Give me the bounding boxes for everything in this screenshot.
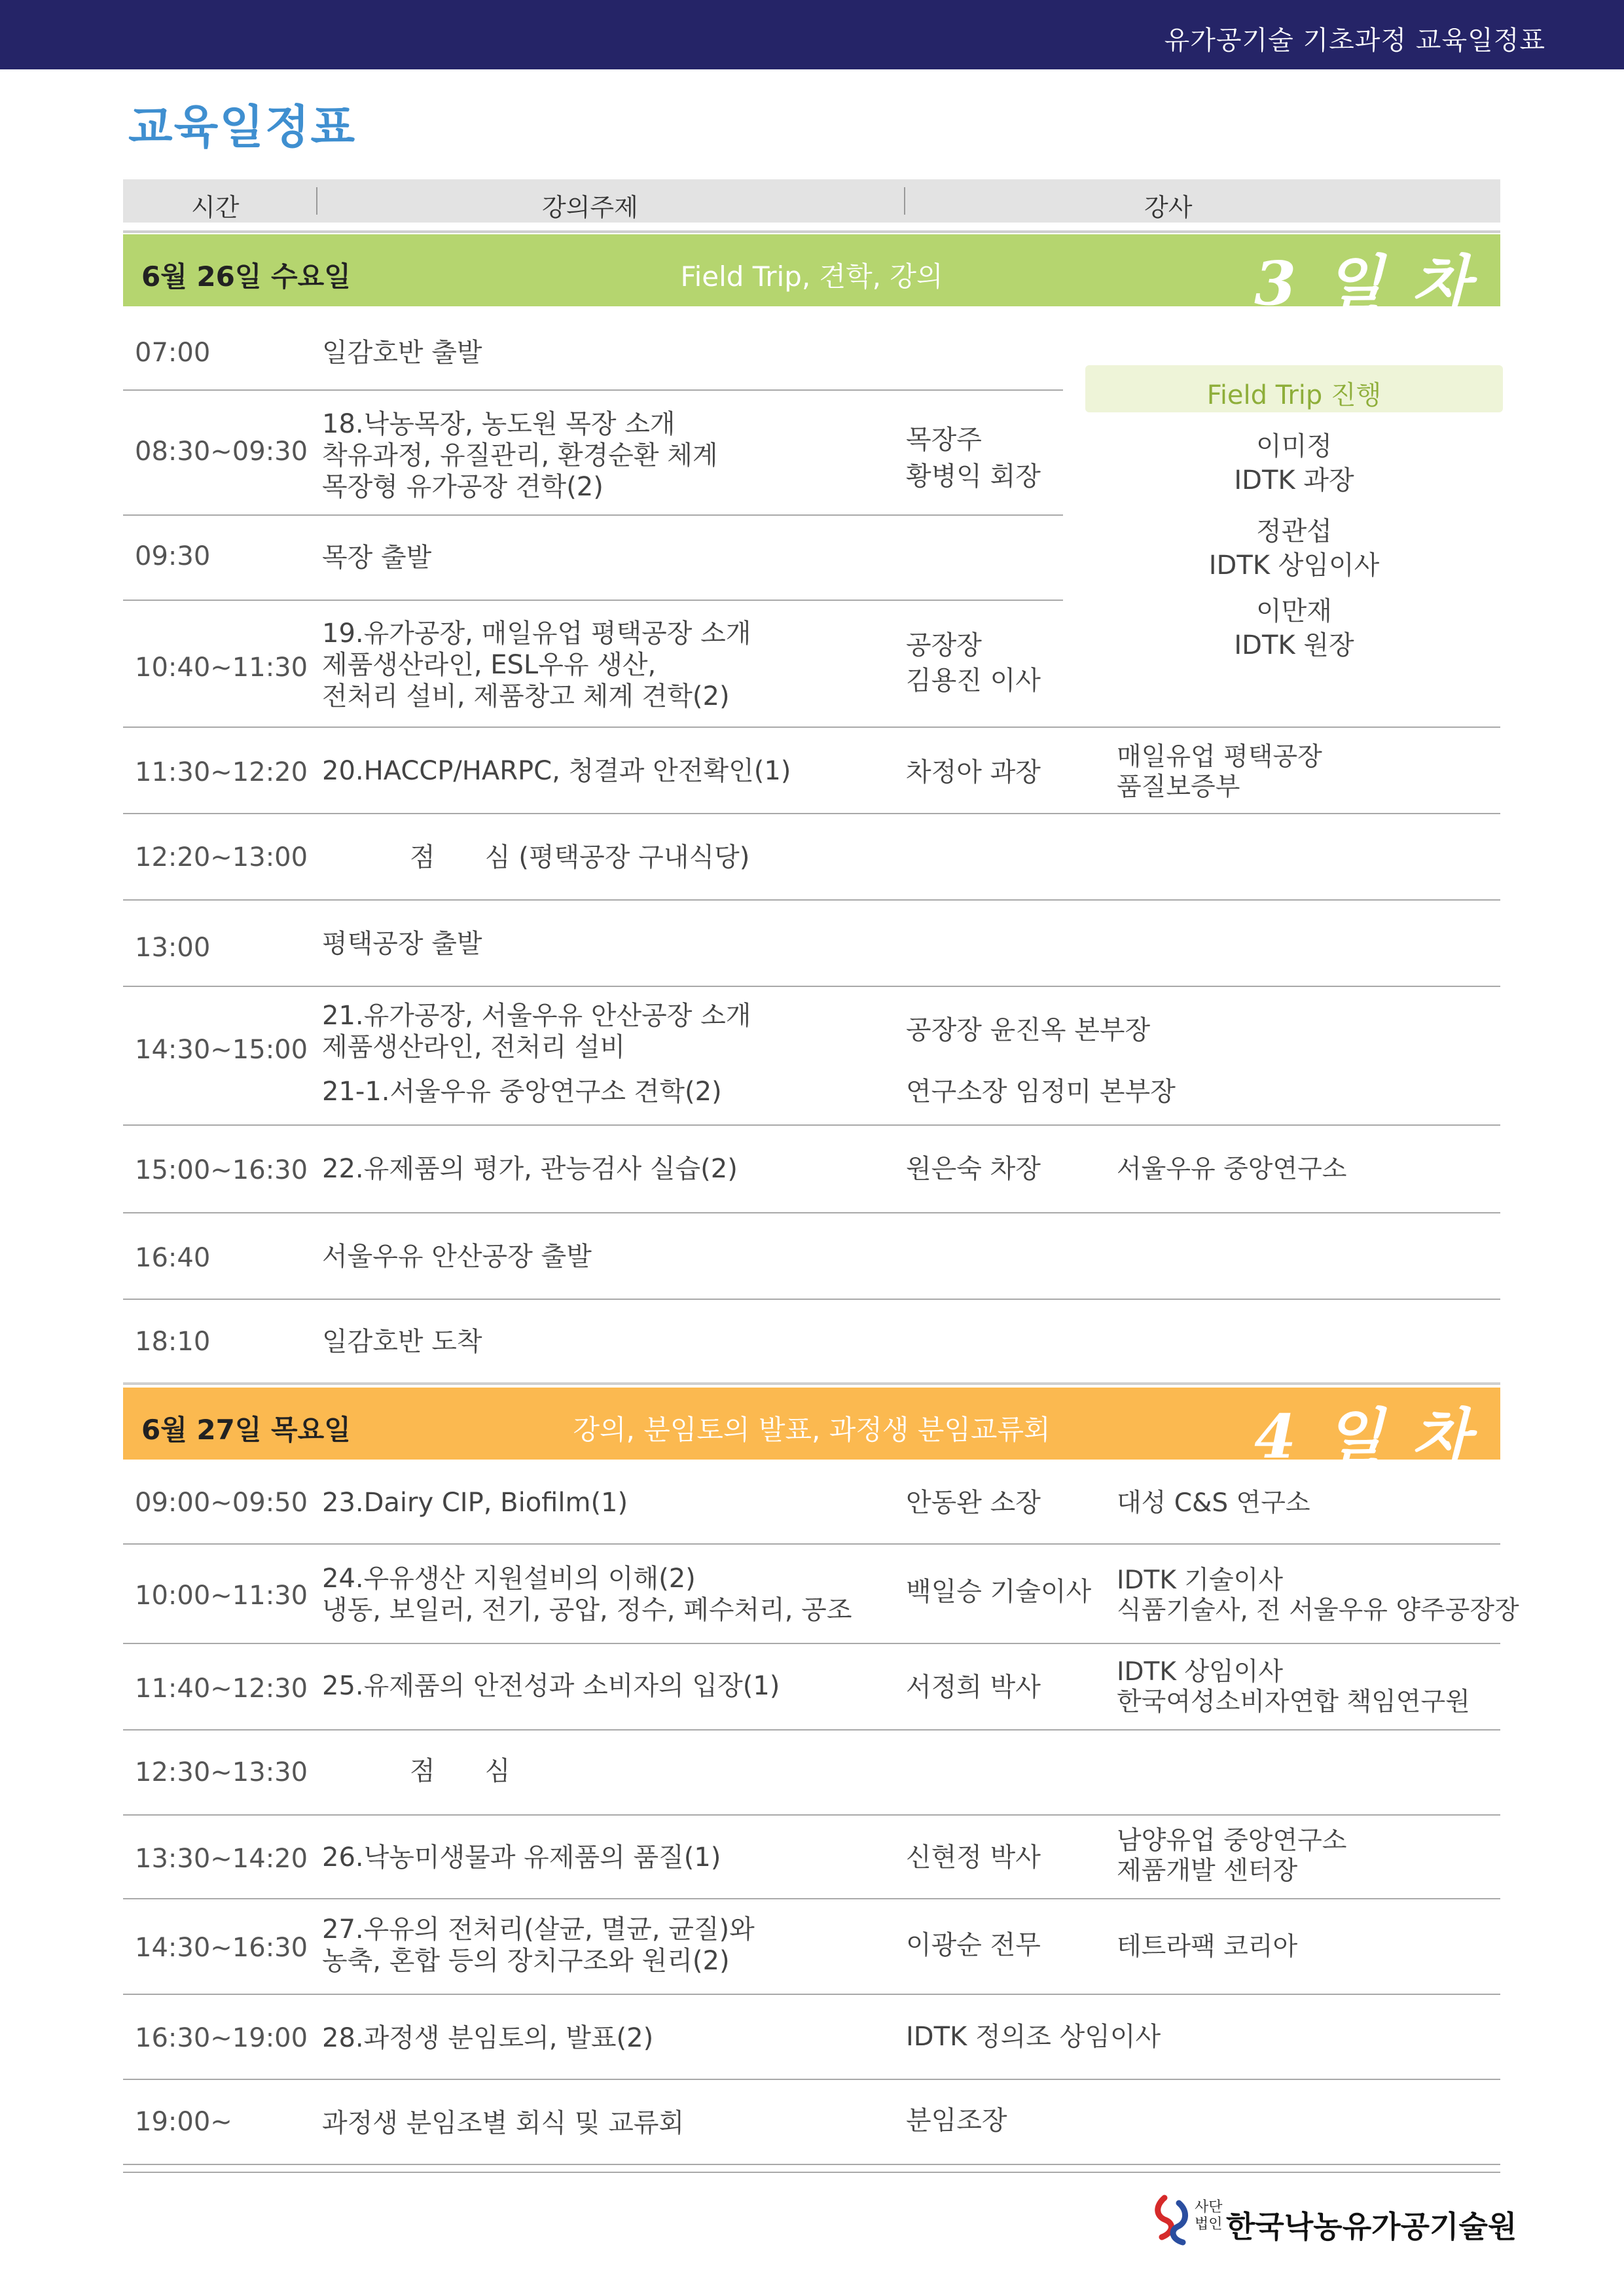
- row-time: 11:40~12:30: [135, 1674, 308, 1704]
- band-rule: [123, 1382, 1500, 1385]
- row-lecturer: 서정희 박사: [906, 1672, 1041, 1702]
- column-time: 시간: [191, 193, 240, 222]
- row-divider: [123, 1299, 1500, 1300]
- row-organization: 매일유업 평택공장: [1117, 742, 1322, 772]
- row-divider: [123, 1898, 1500, 1899]
- day4-date: 6월 27일 목요일: [141, 1414, 351, 1446]
- staff-name: 정관섭: [1256, 516, 1332, 547]
- row-time: 12:20~13:00: [135, 842, 308, 872]
- day3-date: 6월 26일 수요일: [141, 260, 351, 293]
- page-title: 교육일정표: [128, 100, 357, 154]
- row-time: 10:00~11:30: [135, 1581, 308, 1611]
- row-time: 18:10: [135, 1327, 211, 1357]
- row-lecturer: 원은숙 차장: [906, 1154, 1041, 1184]
- row-topic: 냉동, 보일러, 전기, 공압, 정수, 폐수처리, 공조: [322, 1595, 852, 1625]
- row-divider: [123, 1729, 1500, 1731]
- row-organization: 남양유업 중앙연구소: [1117, 1826, 1347, 1856]
- logo-mark-icon: [1153, 2194, 1192, 2246]
- row-organization: 테트라팩 코리아: [1117, 1932, 1298, 1962]
- row-lecturer: 이광순 전무: [906, 1930, 1041, 1960]
- row-topic: 목장형 유가공장 견학(2): [322, 472, 604, 502]
- staff-role: IDTK 상임이사: [1208, 550, 1380, 581]
- row-time: 10:40~11:30: [135, 653, 308, 683]
- day4-theme: 강의, 분임토의 발표, 과정생 분임교류회: [573, 1414, 1051, 1446]
- row-topic: 제품생산라인, 전처리 설비: [322, 1032, 626, 1062]
- row-divider: [123, 1643, 1500, 1644]
- row-divider: [123, 1543, 1500, 1545]
- row-topic: 24.우유생산 지원설비의 이해(2): [322, 1564, 696, 1594]
- row-divider: [123, 1212, 1500, 1213]
- column-separator: [316, 187, 317, 215]
- day4-band: [123, 1388, 1500, 1472]
- column-topic: 강의주제: [542, 193, 638, 222]
- row-topic: 19.유가공장, 매일유업 평택공장 소개: [322, 619, 751, 649]
- row-time: 16:40: [135, 1243, 211, 1273]
- row-organization: IDTK 기술이사: [1117, 1566, 1284, 1595]
- row-organization: 서울우유 중앙연구소: [1117, 1155, 1347, 1184]
- row-divider: [123, 1994, 1500, 1995]
- staff-role: IDTK 과장: [1234, 465, 1354, 495]
- row-topic: 서울우유 안산공장 출발: [322, 1242, 592, 1272]
- column-lecturer: 강사: [1144, 193, 1193, 222]
- row-time: 08:30~09:30: [135, 437, 308, 467]
- row-divider: [123, 813, 1500, 814]
- row-lecturer: 연구소장 임정미 본부장: [906, 1077, 1176, 1107]
- row-lecturer: IDTK 정의조 상임이사: [906, 2022, 1161, 2052]
- row-topic: 28.과정생 분임토의, 발표(2): [322, 2023, 654, 2053]
- row-divider: [123, 514, 1063, 516]
- row-topic: 21-1.서울우유 중앙연구소 견학(2): [322, 1077, 722, 1107]
- row-topic: 전처리 설비, 제품창고 체계 견학(2): [322, 681, 730, 711]
- band-rule: [123, 230, 1500, 233]
- row-topic: 23.Dairy CIP, Biofilm(1): [322, 1488, 628, 1518]
- row-topic: 일감호반 도착: [322, 1327, 482, 1357]
- row-time: 15:00~16:30: [135, 1155, 308, 1185]
- row-topic: 착유과정, 유질관리, 환경순환 체계: [322, 440, 718, 471]
- row-topic: 18.낙농목장, 농도원 목장 소개: [322, 409, 676, 439]
- footer-rule: [123, 2172, 1500, 2173]
- row-topic: 점 심: [410, 1756, 511, 1786]
- day3-band: [123, 234, 1500, 319]
- row-topic: 21.유가공장, 서울우유 안산공장 소개: [322, 1001, 751, 1031]
- staff-role: IDTK 원장: [1234, 630, 1354, 660]
- row-time: 09:30: [135, 541, 211, 571]
- row-time: 12:30~13:30: [135, 1757, 308, 1787]
- row-lecturer: 김용진 이사: [906, 666, 1041, 696]
- row-topic: 25.유제품의 안전성과 소비자의 입장(1): [322, 1671, 780, 1701]
- row-topic: 농축, 혼합 등의 장치구조와 원리(2): [322, 1946, 730, 1976]
- footer-rule: [123, 2164, 1500, 2165]
- document-title: 유가공기술 기초과정 교육일정표: [1164, 26, 1545, 56]
- row-lecturer: 공장장 윤진옥 본부장: [906, 1015, 1151, 1045]
- row-organization: 대성 C&S 연구소: [1117, 1488, 1310, 1518]
- row-topic: 목장 출발: [322, 543, 432, 573]
- row-lecturer: 공장장: [906, 630, 982, 660]
- column-header: [123, 179, 1500, 223]
- row-time: 13:30~14:20: [135, 1844, 308, 1874]
- row-divider: [123, 1814, 1500, 1816]
- row-organization: 한국여성소비자연합 책임연구원: [1117, 1687, 1470, 1717]
- row-divider: [123, 1124, 1500, 1126]
- top-banner: [0, 0, 1624, 69]
- row-divider: [123, 600, 1063, 601]
- row-topic: 20.HACCP/HARPC, 청결과 안전확인(1): [322, 756, 791, 786]
- row-topic: 일감호반 출발: [322, 338, 482, 368]
- row-divider: [123, 986, 1500, 987]
- field-trip-badge: [1085, 365, 1503, 412]
- row-time: 09:00~09:50: [135, 1488, 308, 1518]
- staff-name: 이만재: [1256, 596, 1332, 626]
- row-topic: 27.우유의 전처리(살균, 멸균, 균질)와: [322, 1914, 755, 1945]
- row-organization: 품질보증부: [1117, 772, 1240, 802]
- staff-name: 이미정: [1256, 431, 1332, 461]
- row-time: 16:30~19:00: [135, 2023, 308, 2053]
- row-time: 07:00: [135, 338, 211, 368]
- row-lecturer: 차정아 과장: [906, 757, 1041, 787]
- row-topic: 26.낙농미생물과 유제품의 품질(1): [322, 1842, 721, 1873]
- row-lecturer: 신현정 박사: [906, 1842, 1041, 1873]
- row-topic: 22.유제품의 평가, 관능검사 실습(2): [322, 1154, 738, 1184]
- row-lecturer: 황병익 회장: [906, 461, 1041, 492]
- row-time: 19:00~: [135, 2107, 232, 2137]
- row-organization: IDTK 상임이사: [1117, 1657, 1284, 1687]
- row-time: 11:30~12:20: [135, 757, 308, 787]
- day3-label: 3 일 차: [1254, 248, 1474, 319]
- row-lecturer: 안동완 소장: [906, 1488, 1041, 1518]
- field-trip-badge-label: Field Trip 진행: [1206, 380, 1382, 410]
- row-lecturer: 목장주: [906, 425, 982, 455]
- row-topic: 평택공장 출발: [322, 929, 482, 959]
- day3-theme: Field Trip, 견학, 강의: [680, 260, 943, 293]
- row-divider: [123, 899, 1500, 901]
- row-divider: [123, 2079, 1500, 2080]
- row-organization: 식품기술사, 전 서울우유 양주공장장: [1117, 1596, 1519, 1625]
- organization-logo: [1153, 2194, 1517, 2246]
- row-topic: 제품생산라인, ESL우유 생산,: [322, 650, 657, 680]
- row-lecturer: 백일승 기술이사: [906, 1577, 1092, 1607]
- row-topic: 점 심 (평택공장 구내식당): [410, 842, 750, 872]
- column-separator: [904, 187, 905, 215]
- logo-subtext: 사단 법인: [1195, 2199, 1223, 2233]
- row-topic: 과정생 분임조별 회식 및 교류회: [322, 2108, 685, 2138]
- row-divider: [123, 726, 1500, 728]
- row-organization: 제품개발 센터장: [1117, 1856, 1298, 1886]
- row-time: 14:30~16:30: [135, 1933, 308, 1963]
- logo-name: 한국낙농유가공기술원: [1226, 2209, 1517, 2244]
- row-lecturer: 분임조장: [906, 2106, 1007, 2136]
- row-divider: [123, 389, 1063, 391]
- day4-label: 4 일 차: [1254, 1401, 1474, 1472]
- row-time: 14:30~15:00: [135, 1035, 308, 1065]
- row-time: 13:00: [135, 933, 211, 963]
